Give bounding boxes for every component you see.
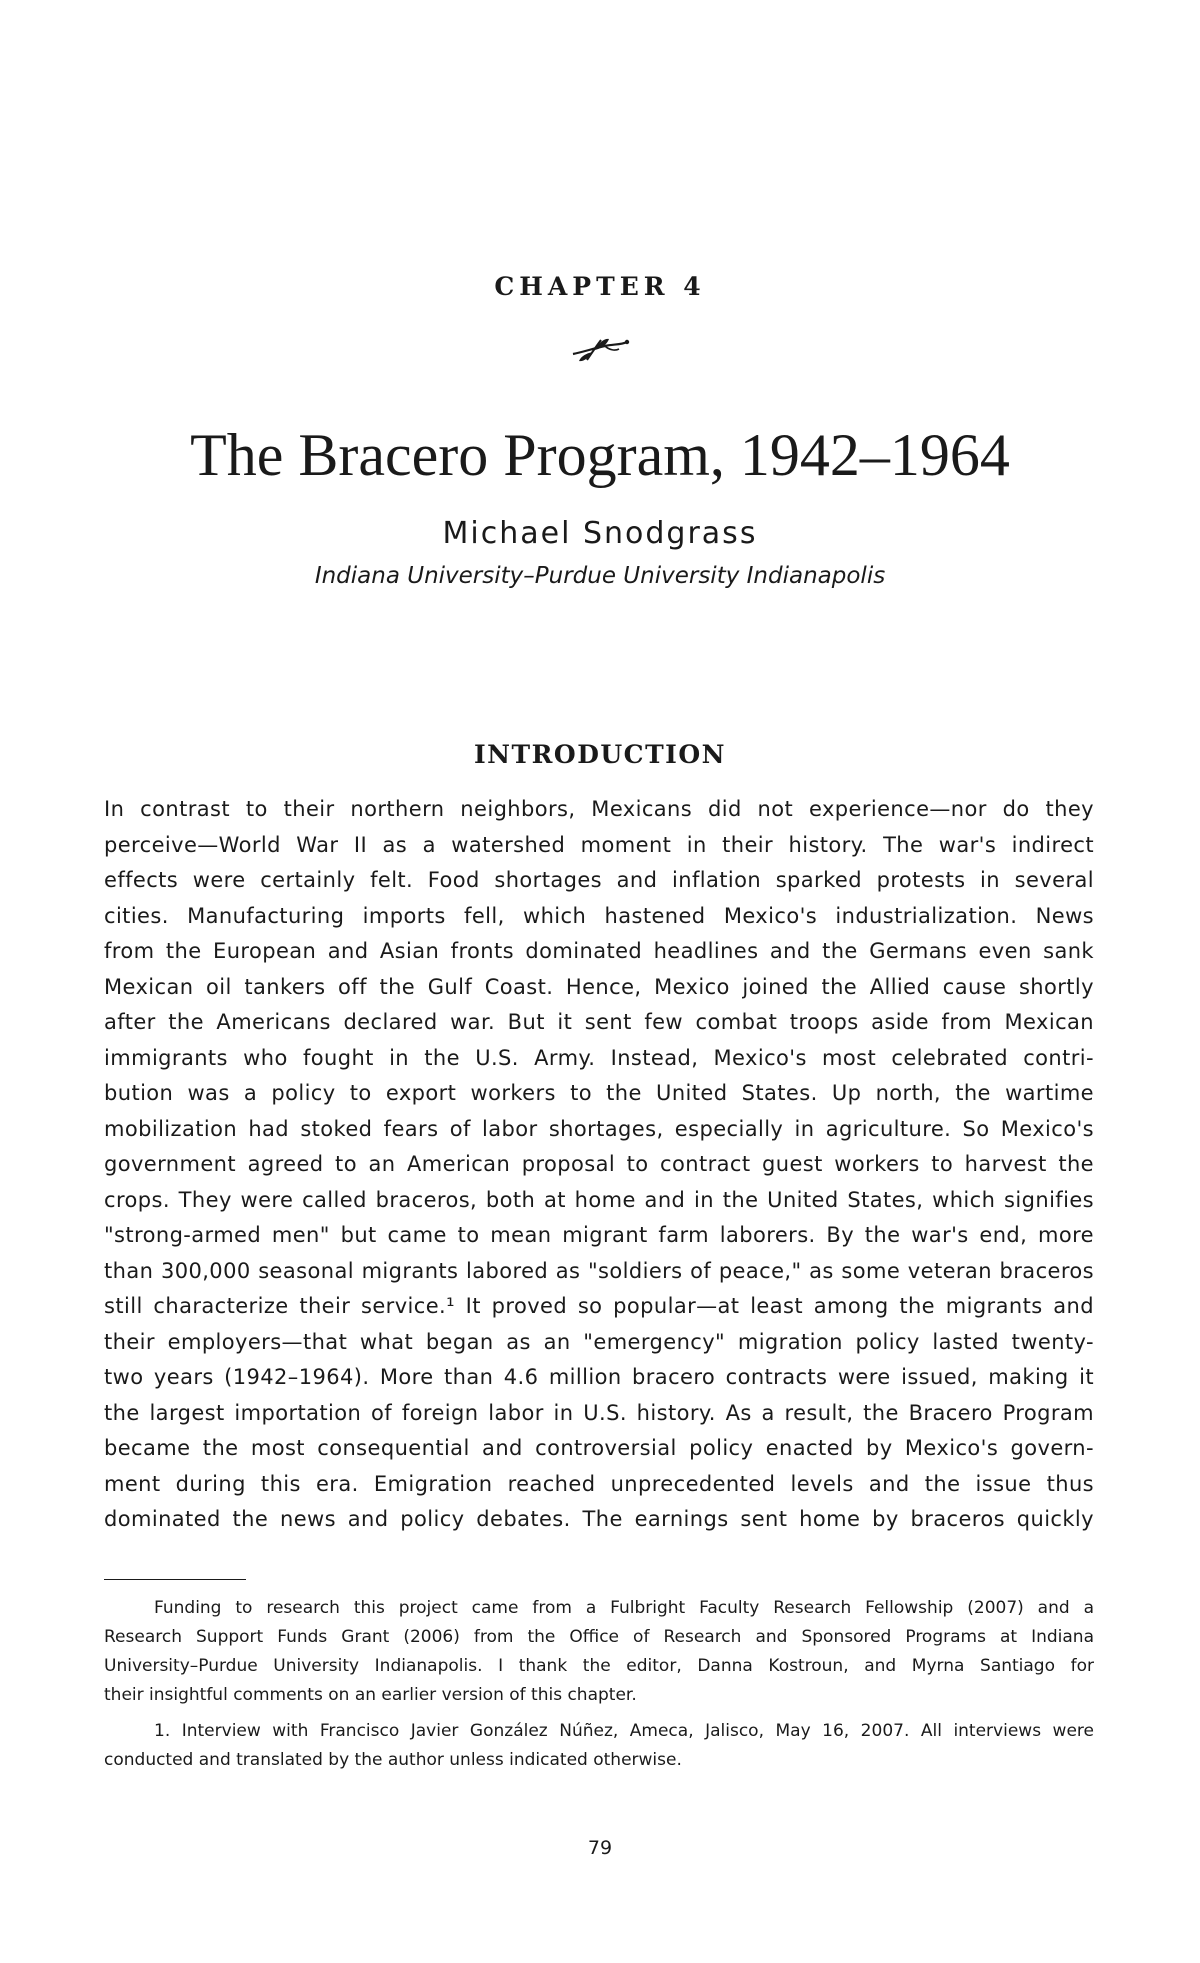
- body-line: became the most consequential and controversial policy enacted by Mexico's govern-: [104, 1436, 1094, 1460]
- chapter-label: CHAPTER 4: [494, 272, 706, 301]
- body-line: still characterize their service.¹ It proved so popular—at least among the migrants and: [104, 1294, 1094, 1318]
- footnote-line: Funding to research this project came from a Fulbright Faculty Research Fellowship (2007) and a: [154, 1598, 1094, 1618]
- body-line: Mexican oil tankers off the Gulf Coast. Hence, Mexico joined the Allied cause shortly: [104, 974, 1094, 999]
- footnote-line: Research Support Funds Grant (2006) from the Office of Research and Sponsored Programs at Indiana: [104, 1627, 1094, 1647]
- body-line: In contrast to their northern neighbors, Mexicans did not experience—nor do they: [104, 797, 1094, 821]
- body-line: than 300,000 seasonal migrants labored as "soldiers of peace," as some veteran braceros: [104, 1258, 1094, 1283]
- body-line: perceive—World War II as a watershed moment in their history. The war's indirect: [104, 832, 1094, 857]
- body-line: from the European and Asian fronts dominated headlines and the Germans even sank: [104, 939, 1094, 963]
- section-heading: INTRODUCTION: [473, 740, 726, 769]
- footnotes: [104, 1594, 1094, 1775]
- body-line: dominated the news and policy debates. The earnings sent home by braceros quickly: [104, 1507, 1094, 1531]
- body-line: their employers—that what began as an "emergency" migration policy lasted twenty-: [104, 1329, 1094, 1354]
- footnote-divider: [104, 1579, 246, 1580]
- body-line: crops. They were called braceros, both at home and in the United States, which signifies: [104, 1187, 1094, 1212]
- author-name: Michael Snodgrass: [442, 516, 758, 551]
- body-line: mobilization had stoked fears of labor shortages, especially in agriculture. So Mexico's: [104, 1116, 1094, 1141]
- chapter-title: The Bracero Program, 1942–1964: [190, 422, 1010, 488]
- body-line: government agreed to an American proposal to contract guest workers to harvest the: [104, 1152, 1094, 1176]
- footnote-line: 1. Interview with Francisco Javier González Núñez, Ameca, Jalisco, May 16, 2007. All interviews were: [154, 1721, 1094, 1741]
- body-line: bution was a policy to export workers to the United States. Up north, the wartime: [104, 1081, 1094, 1105]
- body-line: ment during this era. Emigration reached unprecedented levels and the issue thus: [104, 1471, 1094, 1496]
- body-line: "strong-armed men" but came to mean migrant farm laborers. By the war's end, more: [104, 1223, 1094, 1247]
- body-line: two years (1942–1964). More than 4.6 million bracero contracts were issued, making it: [104, 1365, 1094, 1389]
- footnote-line: conducted and translated by the author unless indicated otherwise.: [104, 1750, 682, 1770]
- footnote-line: University–Purdue University Indianapolis. I thank the editor, Danna Kostroun, and Myrna Santiago for: [104, 1656, 1094, 1676]
- body-line: effects were certainly felt. Food shortages and inflation sparked protests in several: [104, 868, 1094, 892]
- body-paragraph: [104, 792, 1094, 1538]
- body-line: cities. Manufacturing imports fell, which hastened Mexico's industrialization. News: [104, 903, 1094, 928]
- body-line: after the Americans declared war. But it sent few combat troops aside from Mexican: [104, 1010, 1094, 1034]
- footnote-line: their insightful comments on an earlier version of this chapter.: [104, 1685, 637, 1705]
- body-line: the largest importation of foreign labor in U.S. history. As a result, the Bracero Program: [104, 1400, 1094, 1425]
- body-line: immigrants who fought in the U.S. Army. Instead, Mexico's most celebrated contri-: [104, 1045, 1094, 1070]
- fleuron-ornament-icon: [565, 330, 635, 370]
- page-number: 79: [587, 1837, 613, 1859]
- author-affiliation: Indiana University–Purdue University Indianapolis: [314, 563, 886, 589]
